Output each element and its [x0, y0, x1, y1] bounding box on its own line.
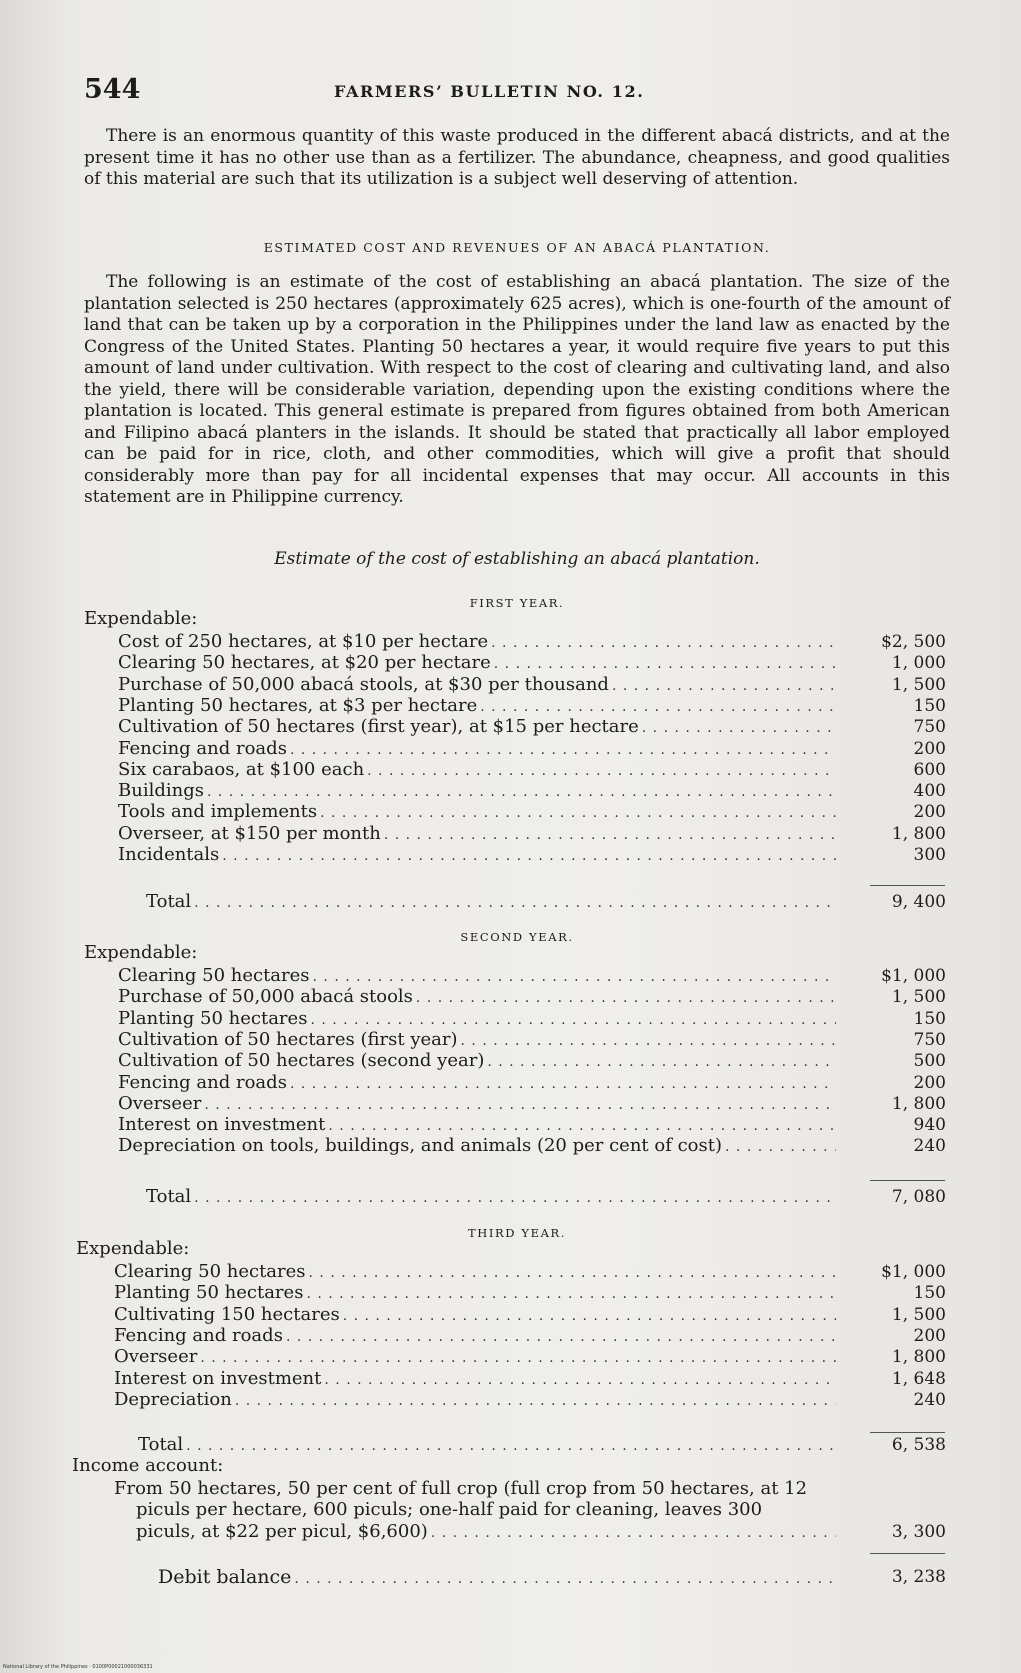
first-year-item-row [118, 738, 946, 760]
item-amount: 240 [913, 1389, 946, 1410]
item-amount: 150 [913, 695, 946, 716]
first-year-heading: FIRST YEAR. [469, 596, 565, 610]
second-year-heading: SECOND YEAR. [460, 930, 574, 944]
item-amount: 750 [913, 717, 946, 738]
section-heading: ESTIMATED COST AND REVENUES OF AN ABACÁ PLANTATION. [263, 240, 771, 255]
item-description: Overseer, at $150 per month [118, 822, 381, 844]
item-description: Six carabaos, at $100 each [118, 758, 365, 780]
item-amount: $2, 500 [881, 632, 946, 652]
item-amount: 1, 000 [891, 653, 946, 674]
item-description: Cultivating 150 hectares [114, 1303, 340, 1325]
item-amount: 1, 648 [891, 1368, 946, 1389]
first-year-item-row [118, 674, 946, 696]
body-paragraph: The following is an estimate of the cost of establishing an abacá plantation. The size of the plantation selected is 250 hectares (approximately 625 acres), which is one-fourth of the amount of land that can be taken up by a corporation in the Philippines under the land law as enacted by the Congress of the United States. Planting 50 hectares a year, it would require five years to put this amount of land under cultivation. With respect to the cost of clearing and cultivating land, and also the yield, there will be considerable variation, depending upon the existing conditions where the plantation is located. This general estimate is prepared from figures obtained from both American and Filipino abacá planters in the islands. It should be stated that practically all labor employed can be paid for in rice, cloth, and other commodities, which will give a profit that should considerably more than pay for all incidental expenses that may occur. All accounts in this statement are in Philippine currency. [84, 272, 950, 507]
item-amount: 500 [913, 1051, 946, 1072]
third-year-item-row [114, 1261, 946, 1283]
debit-balance-label: Debit balance [158, 1566, 292, 1588]
income-line-2: piculs per hectare, 600 piculs; one-half paid for cleaning, leaves 300 [136, 1499, 763, 1520]
intro-paragraph: There is an enormous quantity of this waste produced in the different abacá districts, and at the present time it has no other use than as a fertilizer. The abundance, cheapness, and good qualities of this material are such that its utilization is a subject well deserving of attention. [84, 126, 950, 189]
third-year-item-row [114, 1389, 946, 1411]
item-description: Overseer [118, 1092, 202, 1114]
income-line-3: piculs, at $22 per picul, $6,600) [136, 1521, 428, 1542]
item-amount: 150 [913, 1283, 946, 1304]
third-year-item-row [114, 1346, 946, 1368]
item-amount: 750 [913, 1029, 946, 1050]
first-year-item-row [118, 780, 946, 802]
item-description: Depreciation [114, 1388, 232, 1410]
item-amount: 150 [913, 1008, 946, 1029]
item-description: Tools and implements [118, 801, 318, 823]
item-amount: 1, 800 [891, 823, 946, 844]
first-year-expendable-label: Expendable: [84, 608, 198, 629]
item-description: Cultivation of 50 hectares (first year) [118, 1028, 458, 1050]
item-amount: 1, 800 [891, 1347, 946, 1368]
second-year-item-row [118, 1008, 946, 1030]
second-year-item-row [118, 1093, 946, 1115]
third-year-total-label: Total [138, 1434, 184, 1455]
item-description: Incidentals [118, 844, 220, 865]
first-year-total-rule [870, 885, 945, 886]
item-amount: 200 [913, 802, 946, 823]
income-line-3-row [136, 1521, 946, 1543]
debit-balance-amount: 3, 238 [891, 1567, 946, 1587]
income-amount: 3, 300 [891, 1522, 946, 1542]
first-year-total-amount: 9, 400 [891, 892, 946, 912]
item-amount: 1, 500 [891, 1304, 946, 1325]
item-description: Cultivation of 50 hectares (first year), at $15 per hectare [118, 716, 639, 738]
first-year-item-row [118, 844, 946, 866]
second-year-item-row [118, 1050, 946, 1072]
page-header [84, 74, 954, 110]
item-amount: 200 [913, 1072, 946, 1093]
second-year-total-label: Total [146, 1186, 192, 1207]
first-year-total-row [146, 891, 946, 913]
second-year-total-row [146, 1186, 946, 1208]
item-description: Planting 50 hectares [118, 1007, 308, 1029]
item-amount: 600 [913, 759, 946, 780]
second-year-item-row [118, 1135, 946, 1157]
second-year-item-row [118, 1072, 946, 1094]
item-description: Interest on investment [114, 1367, 322, 1389]
third-year-expendable-label: Expendable: [76, 1238, 190, 1259]
item-description: Purchase of 50,000 abacá stools, at $30 per thousand [118, 673, 609, 695]
second-year-expendable-label: Expendable: [84, 942, 198, 963]
third-year-item-row [114, 1368, 946, 1390]
second-year-item-row [118, 1029, 946, 1051]
first-year-item-row [118, 631, 946, 653]
item-description: Cultivation of 50 hectares (second year) [118, 1050, 485, 1072]
item-description: Clearing 50 hectares [118, 965, 310, 986]
third-year-total-row [138, 1434, 946, 1456]
item-description: Planting 50 hectares, at $3 per hectare [118, 694, 478, 716]
income-line-1: From 50 hectares, 50 per cent of full crop (full crop from 50 hectares, at 12 [114, 1478, 808, 1499]
second-year-item-row [118, 986, 946, 1008]
item-description: Cost of 250 hectares, at $10 per hectare [118, 631, 489, 652]
item-amount: 1, 800 [891, 1093, 946, 1114]
item-amount: 940 [913, 1115, 946, 1136]
income-account-label: Income account: [72, 1455, 224, 1476]
item-amount: 400 [913, 781, 946, 802]
third-year-heading: THIRD YEAR. [468, 1226, 566, 1240]
debit-rule [870, 1553, 945, 1554]
second-year-item-row [118, 965, 946, 987]
table-title: Estimate of the cost of establishing an abacá plantation. [274, 549, 760, 569]
item-description: Fencing and roads [118, 1071, 287, 1093]
item-amount: 1, 500 [891, 674, 946, 695]
item-description: Buildings [118, 780, 204, 802]
first-year-item-row [118, 716, 946, 738]
third-year-item-row [114, 1304, 946, 1326]
item-amount: 200 [913, 1325, 946, 1346]
item-description: Fencing and roads [114, 1324, 283, 1346]
first-year-total-label: Total [146, 891, 192, 912]
item-description: Interest on investment [118, 1114, 326, 1136]
item-amount: 300 [913, 845, 946, 865]
running-head: FARMERS’ BULLETIN NO. 12. [334, 82, 645, 101]
item-description: Planting 50 hectares [114, 1282, 304, 1304]
item-amount: $1, 000 [881, 1262, 946, 1282]
first-year-item-row [118, 823, 946, 845]
second-year-total-rule [870, 1180, 945, 1181]
item-amount: $1, 000 [881, 966, 946, 986]
first-year-item-row [118, 801, 946, 823]
second-year-total-amount: 7, 080 [891, 1187, 946, 1207]
third-year-total-amount: 6, 538 [891, 1435, 946, 1455]
first-year-item-row [118, 695, 946, 717]
item-amount: 240 [913, 1136, 946, 1157]
third-year-item-row [114, 1325, 946, 1347]
item-amount: 200 [913, 738, 946, 759]
item-description: Overseer [114, 1346, 198, 1368]
third-year-item-row [114, 1282, 946, 1304]
item-amount: 1, 500 [891, 987, 946, 1008]
first-year-item-row [118, 652, 946, 674]
item-description: Purchase of 50,000 abacá stools [118, 986, 413, 1008]
item-description: Clearing 50 hectares [114, 1261, 306, 1282]
third-year-total-rule [870, 1432, 945, 1433]
second-year-item-row [118, 1114, 946, 1136]
item-description: Depreciation on tools, buildings, and animals (20 per cent of cost) [118, 1135, 723, 1157]
item-description: Fencing and roads [118, 737, 287, 759]
scan-footer-note: National Library of the Philippines · 0100P00021000036331 [3, 1664, 153, 1670]
debit-balance-row [158, 1566, 946, 1588]
item-description: Clearing 50 hectares, at $20 per hectare [118, 652, 491, 674]
first-year-item-row [118, 759, 946, 781]
page-number: 544 [84, 74, 141, 105]
